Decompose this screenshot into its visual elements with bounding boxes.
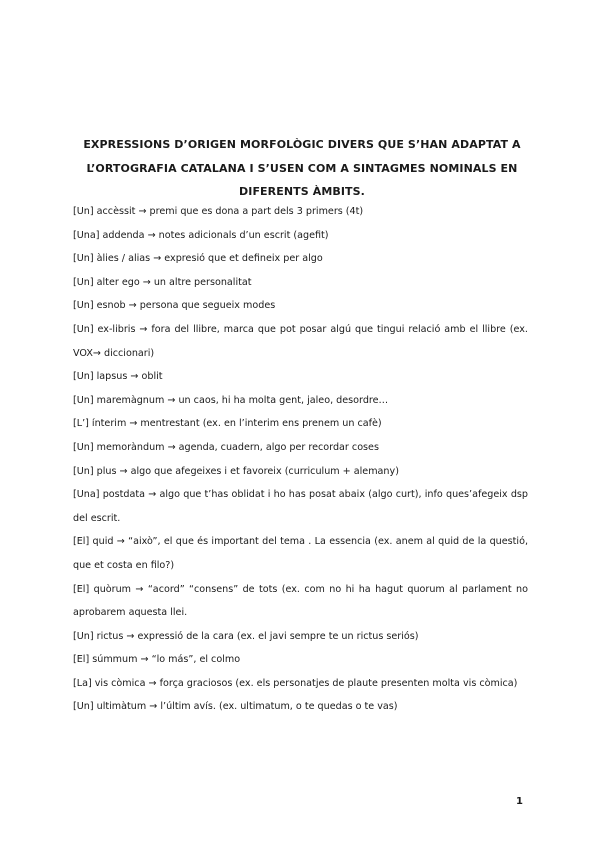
entry-lapsus: [Un] lapsus → oblit (73, 371, 163, 383)
entry-esnob: [Un] esnob → persona que segueix modes (73, 300, 276, 312)
entry-interim: [L’] ínterim → mentrestant (ex. en l’interim ens prenem un cafè) (73, 418, 382, 430)
entry-alter-ego: [Un] alter ego → un altre personalitat (73, 276, 252, 288)
entry-ultimatum: [Un] ultimàtum → l’últim avís. (ex. ultimatum, o te quedas o te vas) (73, 701, 398, 713)
entry-postdata: [Una] postdata → algo que t’has oblidat i ho has posat abaix (algo curt), info ques’afegeix dsp del escrit. (73, 489, 528, 524)
entry-plus: [Un] plus → algo que afegeixes i et favoreix (curriculum + alemany) (73, 465, 399, 477)
entry-alies: [Un] àlies / alias → expresió que et defineix per algo (73, 253, 323, 265)
page-title: EXPRESSIONS D’ORIGEN MORFOLÒGIC DIVERS QUE S’HAN ADAPTAT A L’ORTOGRAFIA CATALANA I S’USEN COM A SINTAGMES NOMINALS EN DIFERENTS ÀMBITS. (83, 138, 521, 198)
entry-maremagnum: [Un] maremàgnum → un caos, hi ha molta gent, jaleo, desordre… (73, 394, 389, 406)
entry-quid: [El] quid → “això”, el que és important del tema . La essencia (ex. anem al quid de la questió, que et costa en filo?) (73, 536, 528, 571)
entry-rictus: [Un] rictus → expressió de la cara (ex. el javi sempre te un rictus seriós) (73, 630, 419, 642)
entry-list (73, 200, 528, 719)
entry-accessit: [Un] accèssit → premi que es dona a part dels 3 primers (4t) (73, 206, 364, 217)
entry-summum: [El] súmmum → “lo más”, el colmo (73, 654, 241, 666)
entry-memorandum: [Un] memoràndum → agenda, cuadern, algo per recordar coses (73, 441, 379, 453)
entry-vis-comica: [La] vis còmica → força graciosos (ex. els personatjes de plaute presenten molta vis còmica) (73, 677, 518, 689)
entry-ex-libris: [Un] ex-libris → fora del llibre, marca que pot posar algú que tingui relació amb el llibre (ex. VOX→ diccionari) (73, 323, 528, 359)
entry-addenda: [Una] addenda → notes adicionals d’un escrit (agefit) (73, 229, 329, 241)
entry-quorum: [El] quòrum → “acord” “consens” de tots (ex. com no hi ha hagut quorum al parlament no aprobarem aquesta llei. (73, 583, 528, 619)
page-number: 1 (516, 796, 523, 807)
